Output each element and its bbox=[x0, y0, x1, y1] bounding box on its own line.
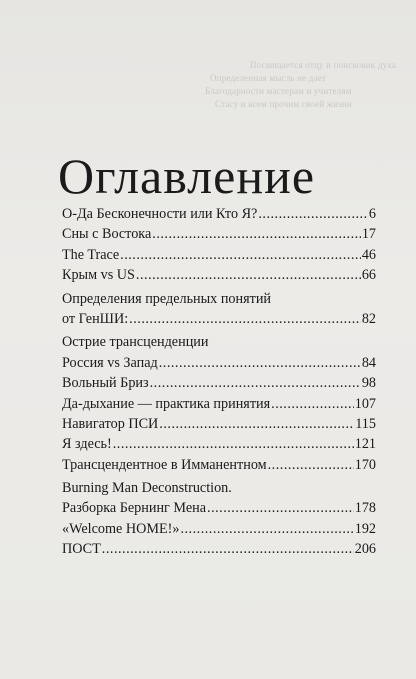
toc-entry-title: Определения предельных понятий bbox=[62, 290, 272, 307]
toc-entry bbox=[62, 309, 376, 329]
bleed-through-text: Определенная мысль не дает bbox=[210, 73, 327, 83]
toc-entry bbox=[62, 245, 376, 265]
toc-entry-title: The Trace bbox=[62, 246, 120, 263]
toc-entry-title: Да-дыхание — практика принятия bbox=[62, 395, 271, 412]
bleed-through-text: Благодарности мастерам и учителям bbox=[205, 86, 352, 96]
page-title: Оглавление bbox=[58, 147, 316, 204]
toc-entry-page: 66 bbox=[361, 267, 376, 284]
toc-entry bbox=[62, 478, 376, 498]
toc-entry-page: 192 bbox=[354, 520, 376, 537]
toc-entry bbox=[62, 414, 376, 434]
toc-entry-title: Я здесь! bbox=[62, 436, 112, 453]
toc-entry-title: Крым vs US bbox=[62, 267, 135, 284]
toc-entry-page: 98 bbox=[361, 375, 376, 392]
toc-entry-page: 206 bbox=[354, 541, 376, 558]
toc-entry-page: 121 bbox=[354, 436, 376, 453]
toc-entry-title: ПОСТ bbox=[62, 541, 101, 558]
table-of-contents bbox=[62, 204, 376, 560]
toc-entry-page: 115 bbox=[355, 415, 376, 432]
toc-entry bbox=[62, 373, 376, 393]
toc-entry bbox=[62, 204, 376, 224]
toc-entry-title: Острие трансценденции bbox=[62, 334, 209, 351]
toc-entry-page: 170 bbox=[354, 456, 376, 473]
toc-entry bbox=[62, 539, 376, 559]
toc-entry-title: от ГенШИ: bbox=[62, 310, 129, 327]
toc-entry-page: 107 bbox=[354, 395, 376, 412]
toc-entry bbox=[62, 394, 376, 414]
toc-leader-dots bbox=[159, 414, 354, 434]
toc-leader-dots bbox=[150, 373, 361, 393]
toc-entry-page: 82 bbox=[361, 310, 376, 327]
toc-entry-title: «Welcome HOME!» bbox=[62, 520, 180, 537]
toc-leader-dots bbox=[258, 204, 368, 224]
toc-entry-page: 6 bbox=[368, 206, 376, 222]
toc-entry-title: Навигатор ПСИ bbox=[62, 415, 159, 432]
toc-leader-dots bbox=[113, 434, 354, 454]
toc-entry bbox=[62, 353, 376, 373]
toc-entry-title: Сны с Востока bbox=[62, 226, 152, 243]
toc-entry bbox=[62, 265, 376, 285]
toc-leader-dots bbox=[180, 519, 353, 539]
toc-entry-title: Разборка Бернинг Мена bbox=[62, 500, 207, 517]
toc-leader-dots bbox=[129, 309, 361, 329]
toc-entry-title: Burning Man Deconstruction. bbox=[62, 480, 232, 497]
toc-leader-dots bbox=[207, 498, 354, 518]
toc-entry bbox=[62, 498, 376, 518]
toc-entry bbox=[62, 332, 376, 352]
toc-leader-dots bbox=[136, 265, 361, 285]
toc-entry bbox=[62, 289, 376, 309]
toc-entry bbox=[62, 224, 376, 244]
toc-leader-dots bbox=[159, 353, 361, 373]
toc-leader-dots bbox=[268, 455, 354, 475]
toc-entry-title: Трансцендентное в Имманентном bbox=[62, 456, 267, 473]
toc-entry-title: Вольный Бриз bbox=[62, 375, 149, 392]
toc-leader-dots bbox=[102, 539, 354, 559]
toc-entry-page: 17 bbox=[361, 226, 376, 243]
toc-leader-dots bbox=[152, 224, 361, 244]
toc-entry bbox=[62, 434, 376, 454]
toc-entry-title: Россия vs Запад bbox=[62, 354, 158, 371]
toc-entry-page: 46 bbox=[361, 246, 376, 263]
toc-entry-page: 178 bbox=[354, 500, 376, 517]
toc-entry bbox=[62, 455, 376, 475]
toc-leader-dots bbox=[271, 394, 354, 414]
bleed-through-text: Стасу и всем прочим своей жизни bbox=[215, 99, 353, 109]
toc-entry-title: О-Да Бесконечности или Кто Я? bbox=[62, 206, 258, 222]
bleed-through-text: Посвящается отцу и поисковик духа bbox=[250, 60, 397, 70]
toc-entry-page: 84 bbox=[361, 354, 376, 371]
toc-entry bbox=[62, 519, 376, 539]
toc-leader-dots bbox=[120, 245, 361, 265]
